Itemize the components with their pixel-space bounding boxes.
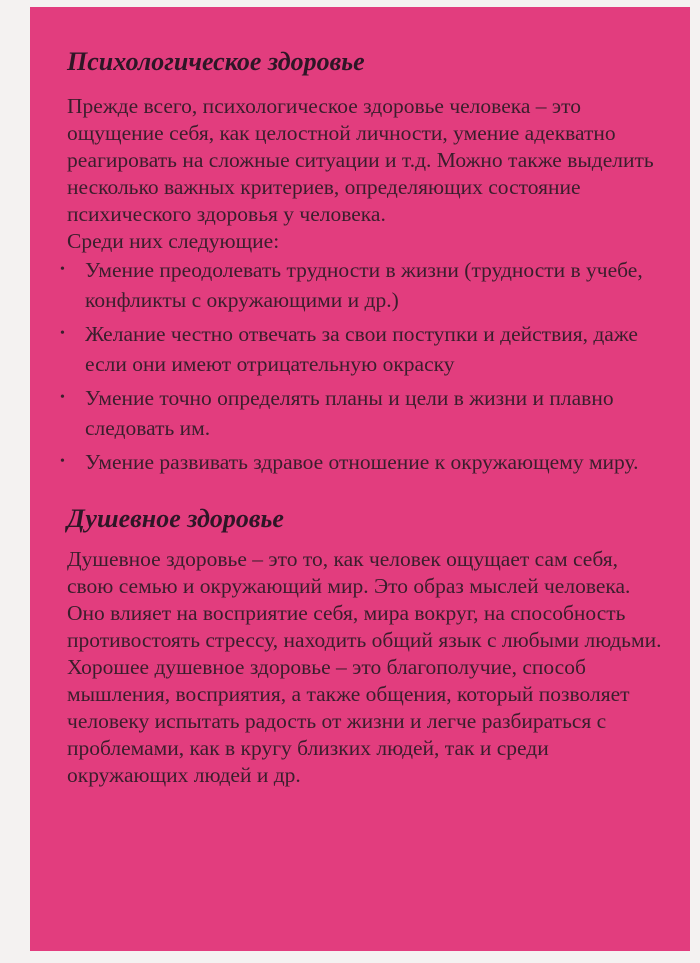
list-item: • Умение преодолевать трудности в жизни (трудности в учебе, конфликты с окружающими и др.) bbox=[67, 255, 664, 315]
section-heading-mental-health: Душевное здоровье bbox=[67, 504, 284, 533]
list-item: • Умение точно определять планы и цели в жизни и плавно следовать им. bbox=[67, 383, 664, 443]
criteria-list bbox=[67, 255, 664, 477]
mental-health-definition: Душевное здоровье – это то, как человек ощущает сам себя, свою семью и окружающий мир. Это образ мыслей человека. Оно влияет на восприятие себя, мира вокруг, на способность противостоять стрессу, находить общий язык с любыми людьми. bbox=[67, 547, 662, 652]
list-item: • Умение развивать здравое отношение к окружающему миру. bbox=[67, 447, 664, 477]
criteria-lead-in: Среди них следующие: bbox=[67, 229, 280, 253]
pink-leaflet-page bbox=[30, 7, 690, 951]
list-item: • Желание честно отвечать за свои поступки и действия, даже если они имеют отрицательную окраску bbox=[67, 319, 664, 379]
psychological-health-intro: Прежде всего, психологическое здоровье человека – это ощущение себя, как целостной личности, умение адекватно реагировать на сложные ситуации и т.д. Можно также выделить несколько важных критериев, определяющих состояние психического здоровья у человека. bbox=[67, 94, 654, 226]
section-heading-psychological-health: Психологическое здоровье bbox=[67, 47, 365, 76]
mental-health-wellbeing: Хорошее душевное здоровье – это благополучие, способ мышления, восприятия, а также общения, который позволяет человеку испытать радость от жизни и легче разбираться с проблемами, как в кругу близких людей, так и среди окружающих людей и др. bbox=[67, 655, 630, 787]
